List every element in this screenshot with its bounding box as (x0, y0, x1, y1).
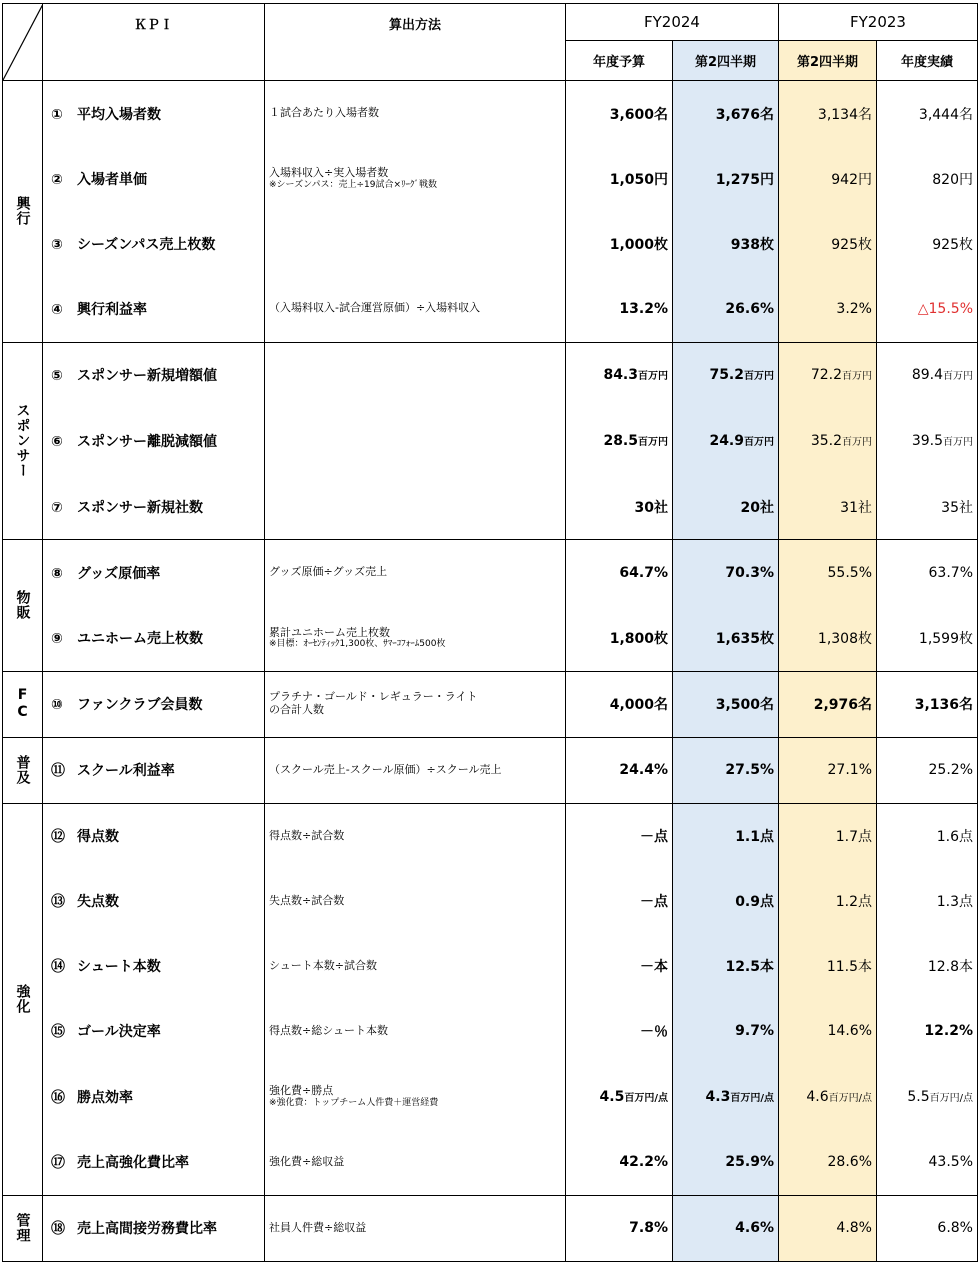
method-text: （スクール売上-スクール原価）÷スクール売上 (269, 762, 502, 776)
method-header: 算出方法 (265, 4, 566, 81)
kpi-name: 得点数 (77, 829, 119, 845)
value-text: 3,500名 (715, 697, 774, 713)
table-row (3, 81, 978, 147)
kpi-name-cell (43, 1195, 265, 1261)
method-text: 社員人件費÷総収益 (269, 1220, 367, 1234)
value-cell-q2-23 (779, 737, 877, 803)
table-row (3, 474, 978, 540)
table-row (3, 671, 978, 737)
kpi-name: 失点数 (77, 894, 119, 910)
kpi-name-cell (43, 146, 265, 211)
kpi-name: スポンサー新規社数 (77, 499, 203, 516)
kpi-number: ⑮ (51, 1024, 65, 1040)
value-text: －点 (640, 894, 668, 910)
method-text: 得点数÷総シュート本数 (269, 1023, 388, 1037)
method-cell (265, 540, 566, 606)
value-text: 75.2 (709, 367, 744, 384)
value-cell-q2-24 (673, 737, 779, 803)
kpi-table (2, 3, 978, 1262)
value-text: 942円 (831, 171, 872, 188)
kpi-name: 売上高強化費比率 (77, 1155, 189, 1171)
method-text: プラチナ・ゴールド・レギュラー・ライト (269, 690, 478, 704)
value-text: 3,134名 (817, 106, 872, 123)
value-cell-q2-24 (673, 1130, 779, 1196)
value-text: 5.5 (907, 1088, 930, 1105)
method-cell (265, 211, 566, 276)
value-text: 35社 (941, 499, 973, 516)
value-cell-budget (566, 1195, 673, 1261)
value-cell-q2-23 (779, 1130, 877, 1196)
method-cell (265, 999, 566, 1064)
table-row (3, 211, 978, 276)
value-text: 9.7% (735, 1023, 774, 1039)
value-text: －本 (640, 959, 668, 975)
value-cell-budget (566, 81, 673, 147)
value-cell-q2-24 (673, 276, 779, 342)
kpi-number: ① (51, 106, 63, 123)
kpi-name-cell (43, 474, 265, 540)
value-cell-actual (877, 474, 978, 540)
value-cell-budget (566, 869, 673, 934)
kpi-number: ② (51, 171, 63, 188)
value-cell-q2-23 (779, 540, 877, 606)
value-cell-q2-24 (673, 540, 779, 606)
value-text: 3,136名 (914, 697, 973, 713)
value-text: 4.6 (806, 1088, 829, 1105)
table-row (3, 934, 978, 999)
value-text: 3,676名 (715, 106, 774, 123)
category-label: 管理 (3, 1195, 43, 1261)
method-note: の合計人数 (269, 703, 324, 716)
table-row (3, 606, 978, 672)
kpi-name: ファンクラブ会員数 (77, 697, 203, 713)
value-cell-budget (566, 211, 673, 276)
kpi-number: ④ (51, 301, 63, 318)
kpi-name-cell (43, 737, 265, 803)
value-text: －点 (640, 829, 668, 845)
value-text: 24.9 (709, 433, 744, 449)
q2-2023-header: 第2四半期 (779, 41, 877, 81)
value-cell-q2-24 (673, 474, 779, 540)
method-cell (265, 342, 566, 408)
value-text: 27.1% (827, 762, 872, 778)
value-text: 70.3% (725, 564, 774, 581)
value-cell-budget (566, 540, 673, 606)
method-text: １試合あたり入場者数 (269, 106, 379, 120)
kpi-name-cell (43, 803, 265, 869)
value-cell-q2-23 (779, 803, 877, 869)
value-text: 26.6% (725, 300, 774, 317)
table-row (3, 276, 978, 342)
kpi-name: 売上高間接労務費比率 (77, 1221, 217, 1237)
table-row (3, 1064, 978, 1130)
value-cell-q2-23 (779, 869, 877, 934)
method-cell (265, 474, 566, 540)
value-text: 0.9点 (735, 894, 774, 910)
value-text: 938枚 (730, 236, 774, 253)
value-cell-q2-24 (673, 211, 779, 276)
value-text: 28.5 (603, 433, 638, 449)
fy2024-header: FY2024 (566, 4, 779, 41)
category-label: スポンサー (3, 342, 43, 540)
method-text: 累計ユニホーム売上枚数 (269, 625, 390, 639)
value-text: 89.4 (911, 367, 943, 384)
fy2023-header: FY2023 (779, 4, 978, 41)
value-cell-q2-23 (779, 474, 877, 540)
kpi-name: ユニホーム売上枚数 (77, 631, 203, 647)
kpi-number: ⑥ (51, 434, 63, 450)
value-cell-budget (566, 474, 673, 540)
kpi-name-cell (43, 1130, 265, 1196)
kpi-name: 平均入場者数 (77, 106, 161, 123)
value-cell-q2-23 (779, 276, 877, 342)
unit-text: 百万円/点 (624, 1092, 668, 1104)
value-text: －％ (640, 1024, 668, 1040)
value-text: 12.5本 (725, 959, 774, 975)
value-text: 42.2% (619, 1154, 668, 1170)
kpi-name-cell (43, 342, 265, 408)
value-text: 55.5% (827, 564, 872, 581)
unit-text: 百万円/点 (730, 1092, 774, 1104)
kpi-number: ⑫ (51, 829, 65, 845)
value-cell-actual (877, 81, 978, 147)
budget-header: 年度予算 (566, 41, 673, 81)
value-text: 4.6% (735, 1220, 774, 1236)
value-text: 3.2% (836, 300, 872, 317)
value-cell-budget (566, 606, 673, 672)
kpi-name-cell (43, 606, 265, 672)
category-label: FC (3, 671, 43, 737)
method-cell (265, 737, 566, 803)
kpi-header: ＫＰＩ (43, 4, 265, 81)
value-text: 1.2点 (835, 894, 872, 910)
value-cell-budget (566, 671, 673, 737)
value-text: 39.5 (911, 433, 943, 449)
method-text: グッズ原価÷グッズ売上 (269, 565, 388, 579)
value-text: 1,050円 (609, 171, 668, 188)
kpi-name: シュート本数 (77, 959, 161, 975)
value-cell-budget (566, 146, 673, 211)
kpi-name-cell (43, 671, 265, 737)
kpi-number: ③ (51, 236, 63, 253)
value-cell-actual (877, 146, 978, 211)
value-text: 43.5% (928, 1154, 973, 1170)
value-text: 1,275円 (715, 171, 774, 188)
method-note: ※強化費：トップチーム人件費＋運営経費 (269, 1097, 439, 1108)
kpi-name: スクール利益率 (77, 763, 175, 779)
table-row (3, 737, 978, 803)
value-cell-q2-23 (779, 1195, 877, 1261)
kpi-name: 勝点効率 (77, 1089, 133, 1106)
table-row (3, 869, 978, 934)
method-note: ※目標：ｵｰｾﾝﾃｨｯｸ1,300枚、ｻﾏｰｺﾌｫｰﾑ500枚 (269, 639, 446, 650)
kpi-number: ⑰ (51, 1155, 65, 1171)
value-text: 1,800枚 (609, 631, 668, 647)
value-cell-q2-23 (779, 1064, 877, 1130)
unit-text: 百万円 (744, 371, 774, 383)
value-cell-budget (566, 342, 673, 408)
kpi-number: ⑯ (51, 1089, 65, 1106)
value-cell-actual (877, 671, 978, 737)
method-text: 強化費÷総収益 (269, 1154, 345, 1168)
kpi-number: ⑤ (51, 368, 63, 385)
value-text: 1.6点 (936, 829, 973, 845)
kpi-name: 興行利益率 (77, 301, 147, 318)
value-text: 84.3 (603, 367, 638, 384)
unit-text: 百万円/点 (828, 1092, 872, 1104)
kpi-number: ⑧ (51, 565, 63, 582)
value-text: 3,444名 (918, 106, 973, 123)
value-text: 4,000名 (609, 697, 668, 713)
unit-text: 百万円 (744, 437, 774, 448)
method-cell (265, 671, 566, 737)
value-cell-actual (877, 934, 978, 999)
kpi-number: ⑨ (51, 631, 63, 647)
value-cell-q2-24 (673, 1195, 779, 1261)
category-label: 興行 (3, 81, 43, 343)
kpi-number: ⑬ (51, 894, 65, 910)
kpi-name-cell (43, 276, 265, 342)
value-text: 1,635枚 (715, 631, 774, 647)
category-label: 普及 (3, 737, 43, 803)
value-text: 3,600名 (609, 106, 668, 123)
value-text: 12.8本 (927, 959, 973, 975)
table-row (3, 1130, 978, 1196)
method-cell (265, 934, 566, 999)
method-text: シュート本数÷試合数 (269, 958, 377, 972)
kpi-name-cell (43, 999, 265, 1064)
value-cell-actual (877, 999, 978, 1064)
value-cell-actual (877, 737, 978, 803)
value-text: 25.2% (928, 762, 973, 778)
value-cell-budget (566, 934, 673, 999)
value-text: 1,599枚 (918, 631, 973, 647)
value-cell-actual (877, 342, 978, 408)
unit-text: 百万円 (638, 437, 668, 448)
table-row (3, 408, 978, 474)
kpi-name-cell (43, 934, 265, 999)
value-cell-q2-23 (779, 81, 877, 147)
value-cell-q2-23 (779, 606, 877, 672)
method-cell (265, 81, 566, 147)
unit-text: 百万円 (842, 437, 872, 448)
value-cell-q2-24 (673, 671, 779, 737)
method-text: 失点数÷試合数 (269, 893, 345, 907)
unit-text: 百万円 (943, 371, 973, 383)
kpi-name: シーズンパス売上枚数 (77, 236, 216, 253)
kpi-name: スポンサー新規増額値 (77, 368, 217, 385)
value-cell-actual (877, 211, 978, 276)
value-cell-q2-23 (779, 211, 877, 276)
value-text: 1,308枚 (817, 631, 872, 647)
method-text: 入場料収入÷実入場者数 (269, 166, 389, 179)
method-cell (265, 146, 566, 211)
value-text: 20社 (740, 499, 774, 516)
value-text: 1.1点 (735, 829, 774, 845)
value-text: 28.6% (827, 1154, 872, 1170)
value-text: 30社 (634, 499, 668, 516)
value-cell-q2-24 (673, 342, 779, 408)
kpi-number: ⑭ (51, 959, 65, 975)
value-cell-budget (566, 276, 673, 342)
method-cell (265, 1064, 566, 1130)
kpi-number: ⑱ (51, 1221, 65, 1237)
value-cell-q2-24 (673, 934, 779, 999)
value-text: 1.7点 (835, 829, 872, 845)
value-cell-actual (877, 606, 978, 672)
value-text: 35.2 (810, 433, 842, 449)
value-text: 11.5本 (826, 959, 872, 975)
kpi-name-cell (43, 408, 265, 474)
kpi-number: ⑩ (51, 697, 63, 713)
method-cell (265, 869, 566, 934)
method-text: 得点数÷試合数 (269, 828, 345, 842)
value-cell-budget (566, 999, 673, 1064)
value-text: 4.5 (599, 1088, 625, 1105)
value-cell-budget (566, 408, 673, 474)
value-cell-q2-23 (779, 671, 877, 737)
method-cell (265, 276, 566, 342)
value-cell-q2-24 (673, 1064, 779, 1130)
value-cell-actual (877, 803, 978, 869)
value-cell-q2-23 (779, 146, 877, 211)
value-cell-budget (566, 737, 673, 803)
value-cell-actual (877, 540, 978, 606)
value-text: 925枚 (932, 236, 973, 253)
diagonal-line (3, 4, 43, 80)
value-cell-q2-24 (673, 606, 779, 672)
value-text: 7.8% (629, 1220, 668, 1236)
value-text: 4.8% (836, 1220, 872, 1236)
value-cell-q2-23 (779, 999, 877, 1064)
value-cell-actual (877, 1195, 978, 1261)
method-cell (265, 606, 566, 672)
table-row (3, 1195, 978, 1261)
value-text: 31社 (840, 499, 872, 516)
value-text: 4.3 (705, 1088, 731, 1105)
kpi-name-cell (43, 869, 265, 934)
value-cell-q2-24 (673, 146, 779, 211)
actual-header: 年度実績 (877, 41, 978, 81)
kpi-number: ⑦ (51, 499, 63, 516)
value-text: 1.3点 (936, 894, 973, 910)
category-label: 物販 (3, 540, 43, 672)
unit-text: 百万円/点 (929, 1092, 973, 1104)
kpi-name: スポンサー離脱減額値 (77, 434, 217, 450)
table-row (3, 540, 978, 606)
unit-text: 百万円 (842, 371, 872, 383)
table-row (3, 146, 978, 211)
value-text: 63.7% (928, 564, 973, 581)
value-text: 24.4% (619, 762, 668, 778)
value-text: 13.2% (619, 300, 668, 317)
value-cell-budget (566, 803, 673, 869)
kpi-number: ⑪ (51, 763, 65, 779)
kpi-name: 入場者単価 (77, 171, 147, 188)
method-text: （入場料収入-試合運営原価）÷入場料収入 (269, 301, 481, 315)
method-text: 強化費÷勝点 (269, 1084, 334, 1097)
value-cell-q2-24 (673, 999, 779, 1064)
kpi-name-cell (43, 1064, 265, 1130)
value-cell-q2-23 (779, 408, 877, 474)
method-cell (265, 1195, 566, 1261)
method-note: ※シーズンパス：売上÷19試合×ﾘｰｸﾞ戦数 (269, 179, 437, 190)
value-cell-actual (877, 1130, 978, 1196)
value-text: 14.6% (827, 1023, 872, 1039)
unit-text: 百万円 (943, 437, 973, 448)
q2-2024-header: 第2四半期 (673, 41, 779, 81)
table-row (3, 999, 978, 1064)
method-cell (265, 1130, 566, 1196)
method-cell (265, 803, 566, 869)
kpi-name-cell (43, 81, 265, 147)
kpi-name-cell (43, 540, 265, 606)
value-text: 820円 (932, 171, 973, 188)
value-cell-budget (566, 1130, 673, 1196)
value-text: △15.5% (917, 300, 973, 317)
kpi-name: ゴール決定率 (77, 1024, 161, 1040)
value-cell-q2-24 (673, 81, 779, 147)
value-cell-actual (877, 869, 978, 934)
unit-text: 百万円 (638, 371, 668, 383)
value-text: 64.7% (619, 564, 668, 581)
value-cell-actual (877, 1064, 978, 1130)
value-text: 25.9% (725, 1154, 774, 1170)
value-cell-actual (877, 276, 978, 342)
kpi-name-cell (43, 211, 265, 276)
value-text: 6.8% (937, 1220, 973, 1236)
table-row (3, 803, 978, 869)
value-text: 27.5% (725, 762, 774, 778)
value-text: 1,000枚 (609, 236, 668, 253)
value-cell-q2-23 (779, 342, 877, 408)
value-text: 12.2% (924, 1023, 973, 1039)
kpi-name: グッズ原価率 (77, 565, 161, 582)
value-cell-budget (566, 1064, 673, 1130)
value-text: 2,976名 (813, 697, 872, 713)
category-label: 強化 (3, 803, 43, 1195)
value-text: 72.2 (810, 367, 842, 384)
table-row (3, 342, 978, 408)
value-text: 925枚 (831, 236, 872, 253)
value-cell-q2-24 (673, 869, 779, 934)
corner-diagonal-cell (3, 4, 43, 81)
method-cell (265, 408, 566, 474)
value-cell-q2-24 (673, 408, 779, 474)
value-cell-actual (877, 408, 978, 474)
value-cell-q2-23 (779, 934, 877, 999)
value-cell-q2-24 (673, 803, 779, 869)
